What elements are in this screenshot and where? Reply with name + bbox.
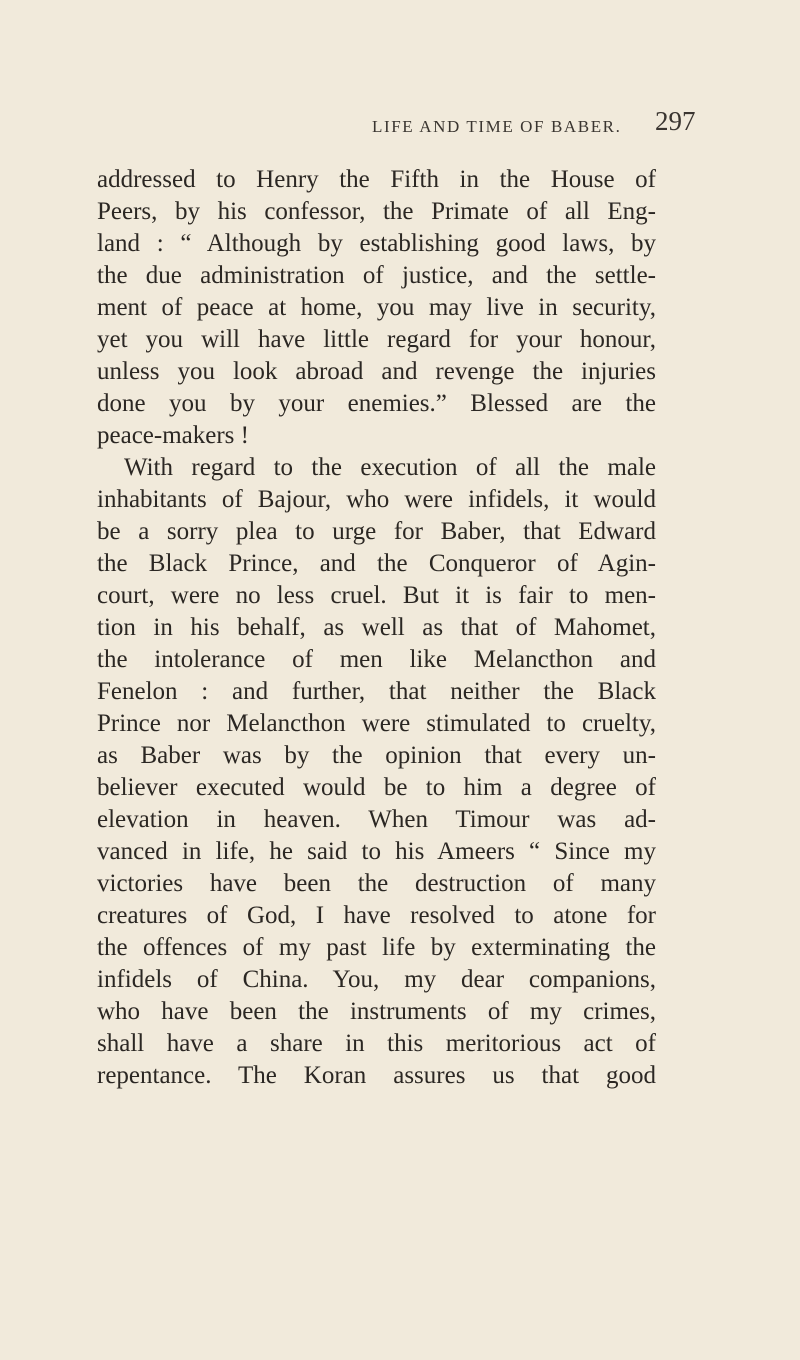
text-line: land : “ Although by establishing good laws, by — [97, 230, 656, 257]
text-line: the intolerance of men like Melancthon and — [97, 646, 656, 673]
text-line: addressed to Henry the Fifth in the House of — [97, 166, 656, 193]
text-line: Peers, by his confessor, the Primate of all Eng- — [97, 198, 656, 225]
text-line: Prince nor Melancthon were stimulated to cruelty, — [97, 710, 656, 737]
text-line: peace-makers ! — [97, 422, 249, 449]
text-line: shall have a share in this meritorious act of — [97, 1030, 656, 1057]
text-line: creatures of God, I have resolved to atone for — [97, 902, 656, 929]
text-line: believer executed would be to him a degree of — [97, 774, 656, 801]
text-line: court, were no less cruel. But it is fair to men- — [97, 582, 656, 609]
text-line: ment of peace at home, you may live in security, — [97, 294, 656, 321]
text-line: repentance. The Koran assures us that good — [97, 1062, 656, 1089]
text-line: be a sorry plea to urge for Baber, that Edward — [97, 518, 656, 545]
text-line: the Black Prince, and the Conqueror of Agin- — [97, 550, 656, 577]
text-line: vanced in life, he said to his Ameers “ Since my — [97, 838, 656, 865]
text-line: victories have been the destruction of many — [97, 870, 656, 897]
text-line: elevation in heaven. When Timour was ad- — [97, 806, 656, 833]
running-title: LIFE AND TIME OF BABER. — [372, 117, 622, 136]
text-line: tion in his behalf, as well as that of Mahomet, — [97, 614, 656, 641]
page-number: 297 — [655, 106, 696, 136]
text-line: unless you look abroad and revenge the injuries — [97, 358, 656, 385]
text-line: yet you will have little regard for your honour, — [97, 326, 656, 353]
text-line: Fenelon : and further, that neither the Black — [97, 678, 656, 705]
text-line: inhabitants of Bajour, who were infidels, it would — [97, 486, 656, 513]
text-line: who have been the instruments of my crimes, — [97, 998, 656, 1025]
text-line: done you by your enemies.” Blessed are the — [97, 390, 656, 417]
text-line: as Baber was by the opinion that every un- — [97, 742, 656, 769]
paragraph-first-line: With regard to the execution of all the male — [124, 454, 656, 481]
text-line: the offences of my past life by exterminating the — [97, 934, 656, 961]
text-line: infidels of China. You, my dear companions, — [97, 966, 656, 993]
text-line: the due administration of justice, and the settle- — [97, 262, 656, 289]
